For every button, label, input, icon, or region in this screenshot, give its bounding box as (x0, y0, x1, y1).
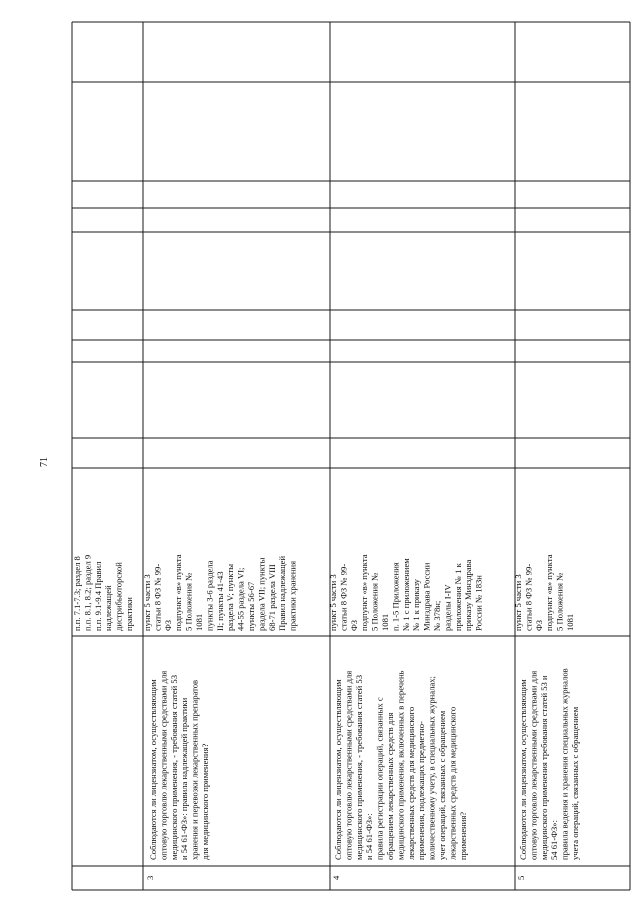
question-text-line: оптовую торговлю лекарственными средствами для (528, 670, 539, 860)
reference-text-line: 5 Положения № (369, 572, 380, 631)
reference-text-line: статьи 8 ФЗ № 99- (338, 563, 349, 631)
reference-text-line: приказу Минздрава (463, 559, 474, 631)
question-text-line: оптовую торговлю лекарственными средствами для (158, 670, 169, 860)
question-text-line: медицинского применения требования статей 53 и (538, 675, 549, 860)
reference-text-line: ФЗ (533, 619, 544, 631)
reference-text-line: 1081 (380, 613, 390, 631)
reference-text-line: статьи 8 ФЗ № 99- (152, 563, 163, 631)
question-text-line: 54 61-ФЗ»: (549, 820, 560, 860)
question-text-line: учет операций, связанных с обращением (437, 710, 447, 860)
question-text-line: лекарственных средств для медицинского (405, 706, 416, 860)
row-number: 4 (331, 875, 341, 880)
question-text-line: применения, подлежащих предметно- (416, 721, 427, 860)
reference-text-line: № 1 к приказу (411, 579, 422, 631)
reference-text-line: разделы I-IV (442, 584, 453, 631)
reference-text-line: п.п. 7.1-7.3; раздел 8 (72, 556, 82, 631)
reference-text-line: пункт 5 части 3 (328, 574, 338, 631)
reference-cells (72, 554, 575, 631)
question-text-line: правила ведения и хранения специальных журналов (559, 668, 570, 860)
reference-text-line: № 1 с приложением (400, 558, 411, 631)
question-text-line: Соблюдаются ли лицензиатом, осуществляющим (148, 679, 158, 860)
question-text-line: правила регистрации операций, связанных с (374, 697, 385, 860)
question-text-line: оптовую торговлю лекарственными средствами для (343, 670, 354, 860)
question-text-line: медицинского применения, - требования статей 53 (353, 674, 364, 860)
question-text-line: количественному учету, в специальных журналах; (426, 676, 437, 860)
reference-text-line: ФЗ (348, 619, 359, 631)
question-text-line: лекарственных средств для медицинского (447, 706, 458, 860)
reference-text-line: № 378н; (432, 600, 442, 631)
question-text-line: и 54 61-ФЗ»: правила надлежащей практики (179, 697, 190, 860)
reference-text-line: п.п. 9.1-9.4 Правил (92, 561, 103, 631)
question-text-line: Соблюдаются ли лицензиатом, осуществляющим (333, 679, 343, 860)
reference-text-line: статьи 8 ФЗ № 99- (523, 563, 534, 631)
reference-text-line: 68-71 раздела VIII (266, 564, 277, 631)
reference-text-line: подпункт «в» пункта (359, 554, 370, 631)
reference-text-line: п. 1-5 Приложения (390, 562, 401, 631)
reference-text-line: приложения № 1 к (452, 563, 463, 631)
question-text-line: медицинского применения, - требования статей 53 (168, 674, 179, 860)
reference-text-line: практики хранения (287, 560, 298, 631)
question-text-line: Соблюдаются ли лицензиатом, осуществляющим (518, 679, 528, 860)
reference-text-line: раздела VII; пункты (256, 557, 267, 631)
reference-text-line: 44-55 раздела VI; (235, 567, 246, 631)
reference-text-line: 1081 (194, 613, 204, 631)
question-text-line: для медицинского применения? (200, 743, 210, 860)
reference-text-line: ФЗ (162, 619, 173, 631)
reference-text-line: II; пункты 41-43 (214, 571, 225, 631)
reference-text-line: раздела V; пункты (225, 564, 236, 631)
question-text-line: медицинского применения, включенных в перечень (395, 670, 406, 860)
reference-text-line: п.п. 8.1, 8.2; раздел 9 (82, 554, 93, 631)
reference-text-line: 5 Положения № (183, 572, 194, 631)
reference-text-line: 1081 (565, 613, 575, 631)
question-text-line: хранения и перевозки лекарственных препаратов (189, 679, 200, 860)
reference-text-line: 5 Положения № (554, 572, 565, 631)
reference-text-line: пункты 56-67 (246, 581, 256, 631)
reference-text-line: Правил надлежащей (277, 555, 288, 631)
reference-text-line: подпункт «в» пункта (544, 554, 555, 631)
row-number: 5 (516, 875, 526, 880)
reference-text-line: пункт 5 части 3 (513, 574, 523, 631)
reference-text-line: России № 183н (473, 575, 484, 631)
question-text-line: учета операций, связанных с обращением (570, 706, 580, 860)
question-text-line: применения? (457, 811, 468, 860)
reference-text-line: дистрибьюторской (113, 562, 124, 631)
reference-text-line: пункт 5 части 3 (142, 574, 152, 631)
row-number: 3 (145, 875, 155, 880)
question-text-line: обращением лекарственных средств для (385, 712, 395, 860)
reference-text-line: практики (124, 597, 134, 631)
reference-text-line: подпункт «в» пункта (173, 554, 184, 631)
question-text-line: и 54 61-ФЗ»: (364, 813, 375, 860)
page-number: 71 (39, 457, 50, 467)
reference-text-line: Минздрава России (421, 562, 432, 631)
reference-text-line: пункты 3-6 раздела (204, 560, 215, 631)
reference-text-line: надлежащей (103, 585, 114, 631)
